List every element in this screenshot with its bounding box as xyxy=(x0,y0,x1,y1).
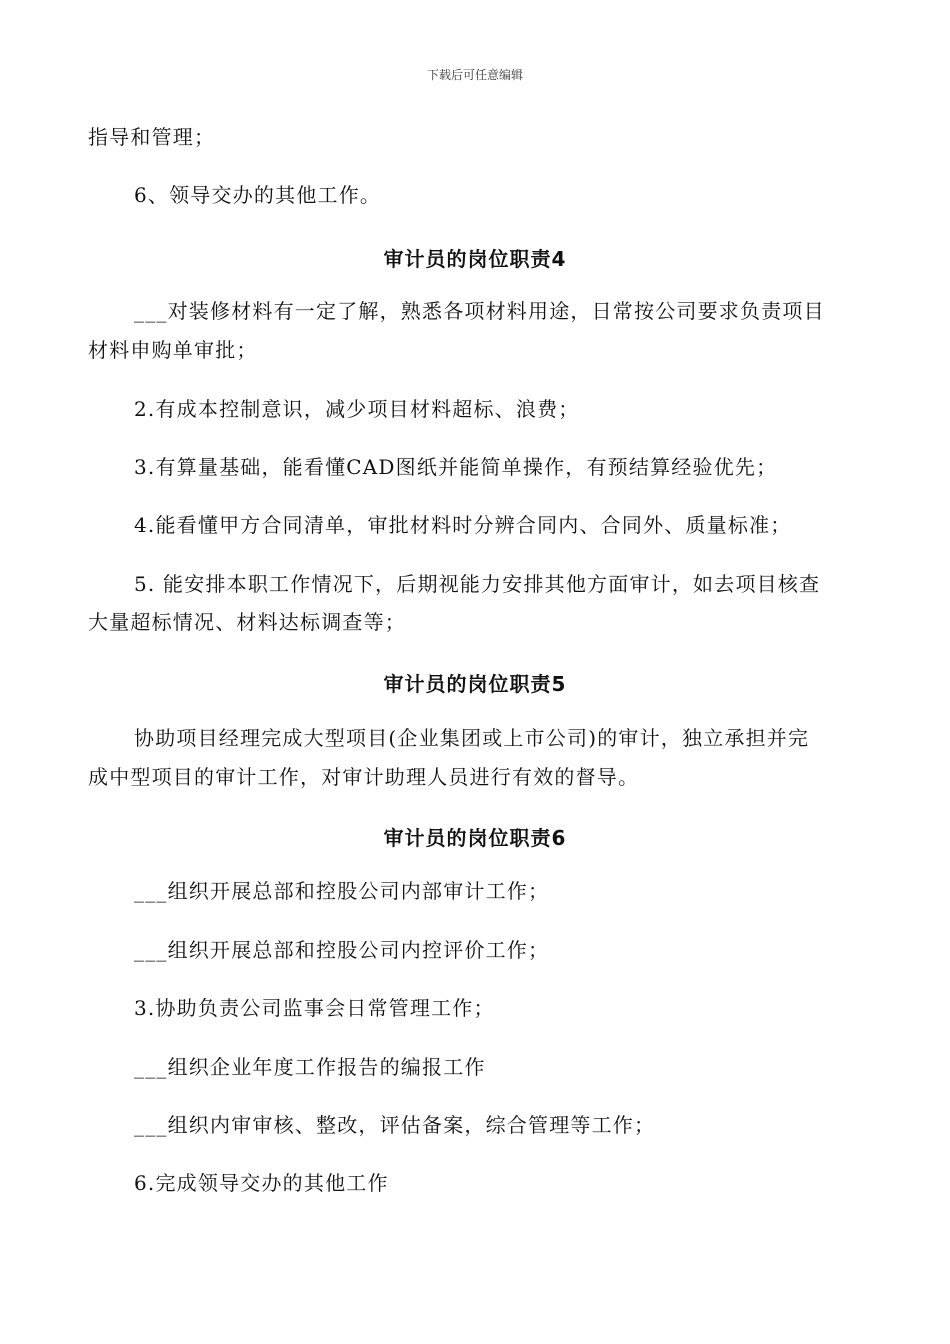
section-heading-5: 审计员的岗位职责5 xyxy=(383,672,567,696)
section-heading-4: 审计员的岗位职责4 xyxy=(383,247,567,271)
paragraph-line: 5. 能安排本职工作情况下，后期视能力安排其他方面审计，如去项目核查 xyxy=(134,572,821,596)
paragraph-line: 指导和管理； xyxy=(88,125,216,149)
paragraph: ___组织开展总部和控股公司内控评价工作； xyxy=(134,938,550,962)
section-heading-6: 审计员的岗位职责6 xyxy=(383,826,567,850)
paragraph: 2.有成本控制意识，减少项目材料超标、浪费； xyxy=(134,397,580,421)
paragraph-line: 协助项目经理完成大型项目(企业集团或上市公司)的审计，独立承担并完 xyxy=(134,726,810,750)
paragraph: 3.有算量基础，能看懂CAD图纸并能简单操作，有预结算经验优先； xyxy=(134,455,778,479)
paragraph: 6、领导交办的其他工作。 xyxy=(134,183,382,207)
paragraph-line: ___对装修材料有一定了解，熟悉各项材料用途，日常按公司要求负责项目 xyxy=(134,299,825,323)
paragraph: 6.完成领导交办的其他工作 xyxy=(134,1171,389,1195)
paragraph: ___组织企业年度工作报告的编报工作 xyxy=(134,1055,486,1079)
paragraph-line: 大量超标情况、材料达标调查等； xyxy=(88,610,406,634)
page-header: 下载后可任意编辑 xyxy=(426,68,523,82)
paragraph-line: 材料申购单审批； xyxy=(88,338,258,362)
paragraph-line: 成中型项目的审计工作，对审计助理人员进行有效的督导。 xyxy=(88,765,640,789)
paragraph: ___组织开展总部和控股公司内部审计工作； xyxy=(134,879,550,903)
paragraph: ___组织内审审核、整改，评估备案，综合管理等工作； xyxy=(134,1113,656,1137)
paragraph: 4.能看懂甲方合同清单，审批材料时分辨合同内、合同外、质量标准； xyxy=(134,513,792,537)
paragraph: 3.协助负责公司监事会日常管理工作； xyxy=(134,996,495,1020)
